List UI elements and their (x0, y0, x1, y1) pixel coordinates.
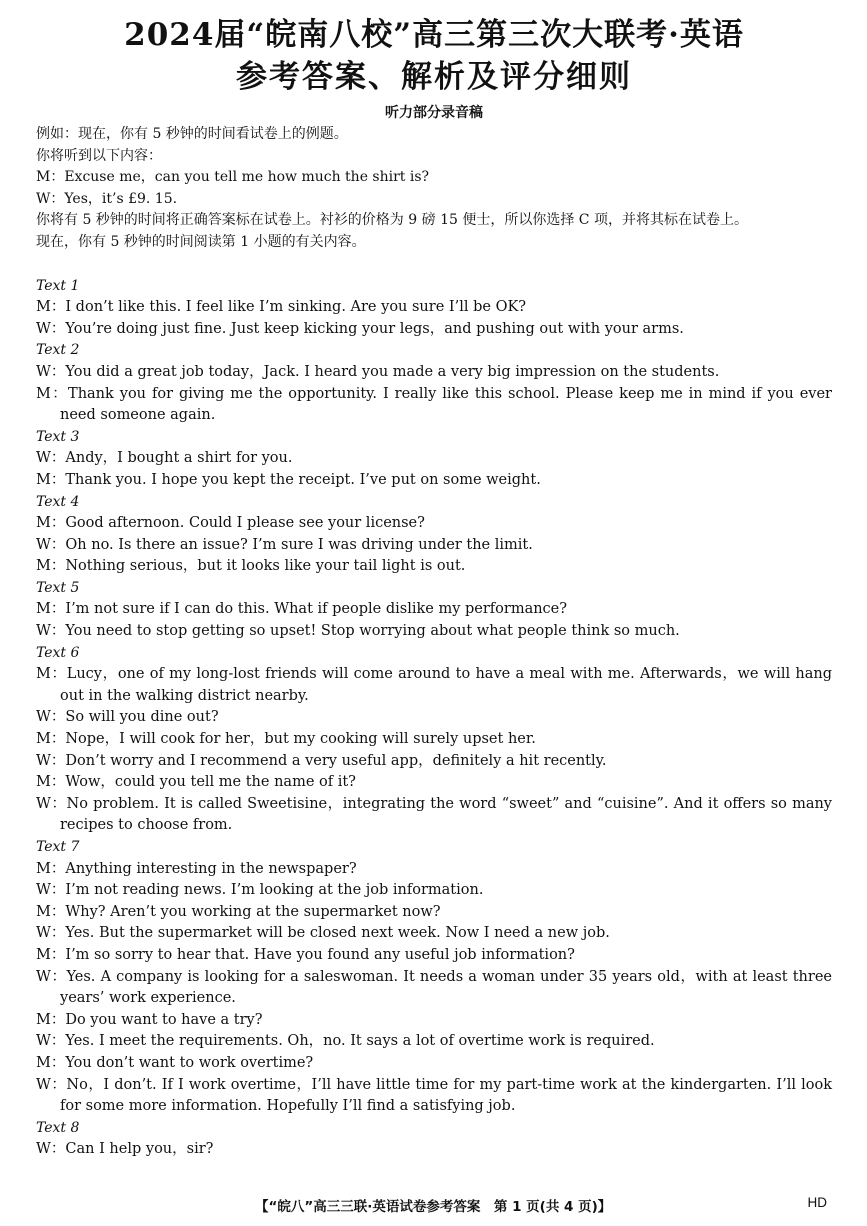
dialogue-line: W：Don’t worry and I recommend a very useful app，definitely a hit recently. (36, 752, 607, 769)
text-heading: Text 5 (36, 579, 80, 596)
dialogue-line: W：Andy，I bought a shirt for you. (36, 450, 293, 467)
dialogue-line: W：Oh no. Is there an issue? I’m sure I was driving under the limit. (36, 536, 533, 553)
text-heading: Text 4 (36, 493, 80, 510)
dialogue-line: W：So will you dine out? (36, 709, 219, 726)
transcript-texts (36, 276, 832, 1161)
text-section (36, 578, 832, 643)
text-section (36, 340, 832, 426)
section-heading-transcript: 听力部分录音稿 (385, 105, 483, 121)
intro-line: 你将有 5 秒钟的时间将正确答案标在试卷上。衬衫的价格为 9 磅 15 便士，所以你选择 C 项，并将其标在试卷上。 (36, 212, 748, 229)
document-page (36, 14, 832, 1161)
dialogue-line: M：Anything interesting in the newspaper? (36, 860, 357, 877)
intro-block (36, 124, 832, 254)
text-section (36, 643, 832, 837)
intro-line: 现在，你有 5 秒钟的时间阅读第 1 小题的有关内容。 (36, 233, 366, 250)
text-heading: Text 3 (36, 428, 80, 445)
text-section (36, 837, 832, 1118)
footer-page-info: 【“皖八”高三三联·英语试卷参考答案 第 1 页(共 4 页)】 (255, 1199, 612, 1215)
footer-code: HD (807, 1195, 827, 1210)
intro-line: W：Yes，it’s £9. 15. (36, 190, 178, 207)
dialogue-line: M：Nothing serious，but it looks like your tail light is out. (36, 558, 466, 575)
dialogue-line: W：You need to stop getting so upset! Stop worrying about what people think so much. (36, 623, 680, 640)
dialogue-line: M：Lucy，one of my long-lost friends will come around to have a meal with me. Afterwards，we will hang out in the walking district nearby. (36, 666, 832, 704)
text-heading: Text 6 (36, 644, 80, 661)
dialogue-line: M：I don’t like this. I feel like I’m sinking. Are you sure I’ll be OK? (36, 299, 527, 316)
dialogue-line: M：You don’t want to work overtime? (36, 1054, 314, 1071)
dialogue-line: W：You did a great job today，Jack. I heard you made a very big impression on the students. (36, 363, 720, 380)
dialogue-line: W：I’m not reading news. I’m looking at the job information. (36, 882, 484, 899)
dialogue-line: M：Thank you for giving me the opportunity. I really like this school. Please keep me in mind if you ever need someone again. (36, 385, 832, 424)
dialogue-line: W：Yes. I meet the requirements. Oh，no. It says a lot of overtime work is required. (36, 1033, 655, 1050)
text-section (36, 492, 832, 578)
page-footer (0, 1192, 867, 1216)
intro-line: M：Excuse me，can you tell me how much the shirt is? (36, 169, 430, 186)
dialogue-line: M：I’m so sorry to hear that. Have you found any useful job information? (36, 946, 575, 963)
dialogue-line: W：No problem. It is called Sweetisine，integrating the word “sweet” and “cuisine”. And it offers so many recipes to choose from. (36, 795, 832, 834)
text-section (36, 1118, 832, 1161)
dialogue-line: W：No，I don’t. If I work overtime，I’ll have little time for my part-time work at the kindergarten. I’ll look for some more information. Hopefully I’ll find a satisfying job. (36, 1076, 832, 1115)
text-section (36, 427, 832, 492)
dialogue-line: M：Do you want to have a try? (36, 1011, 263, 1028)
text-heading: Text 1 (36, 277, 80, 294)
dialogue-line: M：Good afternoon. Could I please see your license? (36, 515, 425, 532)
intro-line: 你将听到以下内容： (36, 147, 162, 164)
text-heading: Text 8 (36, 1119, 80, 1136)
document-title: 2024届“皖南八校”高三第三次大联考·英语 (124, 17, 744, 53)
text-heading: Text 7 (36, 839, 80, 855)
dialogue-line: M：Why? Aren’t you working at the supermarket now? (36, 903, 441, 920)
dialogue-line: M：Nope，I will cook for her，but my cooking will surely upset her. (36, 731, 536, 748)
text-section (36, 276, 832, 341)
dialogue-line: W：Yes. A company is looking for a saleswoman. It needs a woman under 35 years old，with at least three years’ work experience. (36, 968, 832, 1007)
intro-line: 例如：现在，你有 5 秒钟的时间看试卷上的例题。 (36, 126, 348, 142)
dialogue-line: M：Thank you. I hope you kept the receipt. I’ve put on some weight. (36, 471, 541, 488)
text-heading: Text 2 (36, 342, 80, 359)
dialogue-line: W：You’re doing just fine. Just keep kicking your legs，and pushing out with your arms. (36, 320, 684, 337)
dialogue-line: M：I’m not sure if I can do this. What if people dislike my performance? (36, 601, 568, 618)
dialogue-line: W：Yes. But the supermarket will be closed next week. Now I need a new job. (36, 925, 610, 942)
document-subtitle-answers: 参考答案、解析及评分细则 (236, 59, 632, 95)
dialogue-line: W：Can I help you，sir? (36, 1141, 214, 1158)
spacer (36, 254, 832, 276)
dialogue-line: M：Wow，could you tell me the name of it? (36, 774, 356, 791)
